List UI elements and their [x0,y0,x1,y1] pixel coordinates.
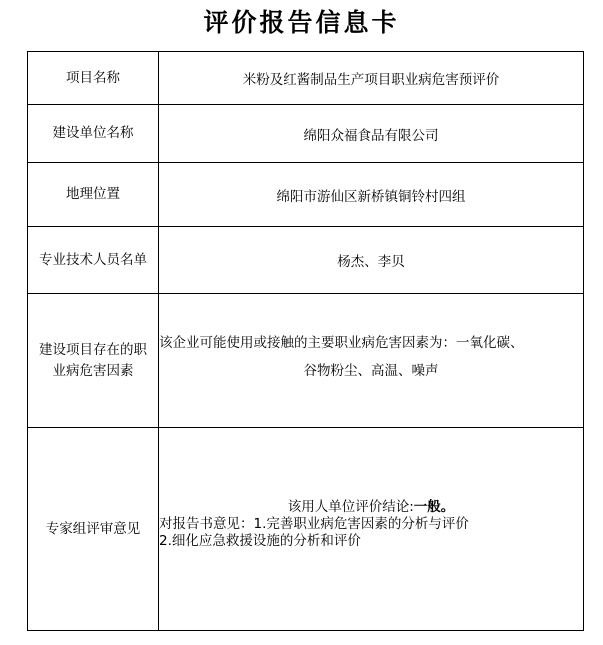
location-value: 绵阳市游仙区新桥镇铜铃村四组 [159,163,584,227]
builder-value: 绵阳众福食品有限公司 [159,105,584,163]
builder-label: 建设单位名称 [28,105,159,163]
hazards-value-line1: 该企业可能使用或接触的主要职业病危害因素为：一氧化碳、 [159,334,524,351]
table-row [28,163,584,227]
staff-label: 专业技术人员名单 [28,227,159,294]
table-row [28,428,584,631]
opinion-line1: 对报告书意见：1.完善职业病危害因素的分析与评价 [159,515,469,532]
hazards-label [28,294,159,428]
hazards-label-line1: 建设项目存在的职 [39,341,147,358]
project-name-label: 项目名称 [28,52,159,105]
opinion-line2: 2.细化应急救援设施的分析和评价 [159,532,361,549]
opinion-value [159,428,584,631]
table-row [28,227,584,294]
page-title: 评价报告信息卡 [203,8,400,37]
staff-value: 杨杰、李贝 [159,227,584,294]
hazards-label-line2: 业病危害因素 [52,362,134,379]
opinion-label: 专家组评审意见 [28,428,159,631]
table-row [28,294,584,428]
info-card-table [27,51,584,631]
location-label: 地理位置 [28,163,159,227]
table-row [28,52,584,105]
project-name-value: 米粉及红酱制品生产项目职业病危害预评价 [159,52,584,105]
opinion-conclusion [159,469,583,516]
table-row [28,105,584,163]
hazards-value-line2: 谷物粉尘、高温、噪声 [303,362,439,379]
opinion-conclusion-value: 一般。 [413,498,455,515]
opinion-conclusion-prefix: 该用人单位评价结论: [287,498,414,515]
hazards-value [159,294,584,428]
